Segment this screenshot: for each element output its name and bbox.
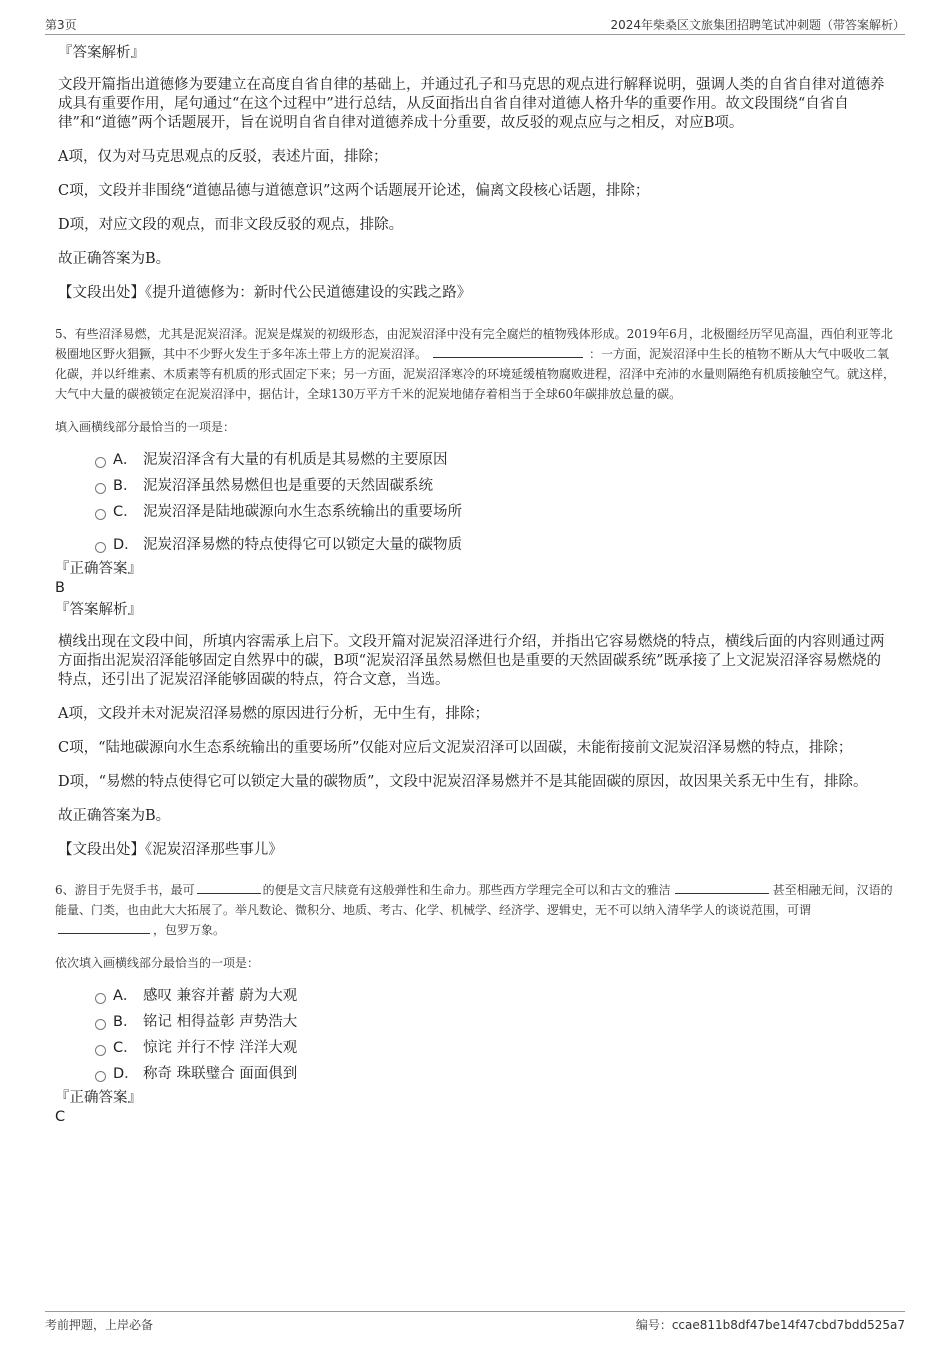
q5-stem-part1: 5、有些沼泽易燃，尤其是泥炭沼泽。泥炭是煤炭的初级形态，由泥炭沼泽中没有完全腐烂的植物残体形成。2019年6月，北极圈经历罕见高温，西伯利亚等北极圈地区野火猖獗，其中不少野火发生于多年冻土带上方的泥炭沼泽。 xyxy=(55,327,893,361)
q6-option-b[interactable] xyxy=(95,1013,895,1032)
option-text: 称奇 珠联璧合 面面俱到 xyxy=(143,1066,298,1082)
radio-icon[interactable] xyxy=(95,1045,106,1056)
q4-analysis-body: 文段开篇指出道德修为要建立在高度自省自律的基础上，并通过孔子和马克思的观点进行解释说明，强调人类的自省自律对道德养成具有重要作用，尾句通过“在这个过程中”进行总结，从反面指出自省自律对道德人格升华的重要作用。故文段围绕“自省自律”和“道德”两个话题展开，旨在说明自省自律对道德养成十分重要，故反驳的观点应与之相反，对应B项。 xyxy=(58,77,885,131)
option-text: 惊诧 并行不悖 洋洋大观 xyxy=(143,1040,298,1056)
q6-option-d[interactable] xyxy=(95,1065,895,1084)
q6-stem-c: 甚至相融无间，汉语的能量、门类，也由此大大拓展了。举凡数论、微积分、地质、考古、化学、机械学、经济学、逻辑史，无不可以纳入清华学人的谈说范围，可谓 xyxy=(55,883,893,917)
q5-prompt: 填入画横线部分最恰当的一项是： xyxy=(55,420,236,434)
option-text: 铭记 相得益彰 声势浩大 xyxy=(143,1014,298,1030)
option-text: 泥炭沼泽易燃的特点使得它可以锁定大量的碳物质 xyxy=(143,537,462,553)
option-text: 泥炭沼泽是陆地碳源向水生态系统输出的重要场所 xyxy=(143,504,462,520)
option-key: D． xyxy=(113,537,139,553)
option-key: D． xyxy=(113,1066,139,1082)
q5-correct-label: 『正确答案』 xyxy=(55,561,142,577)
q4-reason-c: C项，文段并非围绕“道德品德与道德意识”这两个话题展开论述，偏离文段核心话题，排除； xyxy=(58,183,650,199)
option-text: 泥炭沼泽含有大量的有机质是其易燃的主要原因 xyxy=(143,452,448,468)
radio-icon[interactable] xyxy=(95,542,106,553)
option-key: A． xyxy=(113,988,138,1004)
q4-source: 【文段出处】《提升道德修为：新时代公民道德建设的实践之路》 xyxy=(58,285,472,301)
q4-conclusion: 故正确答案为B。 xyxy=(58,251,171,267)
q6-stem xyxy=(55,880,895,940)
option-text: 感叹 兼容并蓄 蔚为大观 xyxy=(143,988,298,1004)
q6-prompt: 依次填入画横线部分最恰当的一项是： xyxy=(55,956,260,970)
radio-icon[interactable] xyxy=(95,1019,106,1030)
document-title: 2024年柴桑区文旅集团招聘笔试冲刺题（带答案解析） xyxy=(610,18,905,32)
radio-icon[interactable] xyxy=(95,1071,106,1082)
q5-stem xyxy=(55,324,895,404)
q5-source: 【文段出处】《泥炭沼泽那些事儿》 xyxy=(58,842,283,858)
q6-blank-1 xyxy=(197,880,261,894)
footer-slogan: 考前押题，上岸必备 xyxy=(45,1318,154,1332)
q4-reason-d: D项，对应文段的观点，而非文段反驳的观点，排除。 xyxy=(58,217,404,233)
page-number: 第3页 xyxy=(45,18,77,32)
q6-correct-answer: C xyxy=(55,1109,66,1125)
q5-option-d[interactable] xyxy=(95,536,895,555)
q6-blank-3 xyxy=(58,920,150,934)
q6-stem-a: 6、游目于先贤手书，最可 xyxy=(55,883,195,897)
q6-options xyxy=(95,987,895,1084)
document-code: 编号：ccae811b8df47be14f47cbd7bdd525a7 xyxy=(635,1318,905,1332)
q5-reason-d: D项，“易燃的特点使得它可以锁定大量的碳物质”，文段中泥炭沼泽易燃并不是其能固碳的原因，故因果关系无中生有，排除。 xyxy=(58,774,868,790)
q4-analysis-label: 『答案解析』 xyxy=(58,45,145,61)
radio-icon[interactable] xyxy=(95,457,106,468)
q6-correct-label: 『正确答案』 xyxy=(55,1090,142,1106)
q6-stem-b: 的便是文言尺牍竟有这般弹性和生命力。那些西方学理完全可以和古文的雅洁 xyxy=(262,883,671,897)
radio-icon[interactable] xyxy=(95,993,106,1004)
q6-option-c[interactable] xyxy=(95,1039,895,1058)
q6-option-a[interactable] xyxy=(95,987,895,1006)
page-content xyxy=(55,44,895,1126)
option-key: A． xyxy=(113,452,138,468)
radio-icon[interactable] xyxy=(95,509,106,520)
q4-reason-a: A项，仅为对马克思观点的反驳，表述片面，排除； xyxy=(58,149,388,165)
q5-option-c[interactable] xyxy=(95,503,895,522)
page-header xyxy=(45,14,905,35)
q5-analysis-body: 横线出现在文段中间，所填内容需承上启下。文段开篇对泥炭沼泽进行介绍，并指出它容易燃烧的特点，横线后面的内容则通过两方面指出泥炭沼泽能够固定自然界中的碳，B项“泥炭沼泽虽然易燃但也是重要的天然固碳系统”既承接了上文泥炭沼泽容易燃烧的特点，还引出了泥炭沼泽能够固碳的特点，符合文意，当选。 xyxy=(58,634,885,688)
option-key: B． xyxy=(113,478,138,494)
q5-option-b[interactable] xyxy=(95,477,895,496)
q5-conclusion: 故正确答案为B。 xyxy=(58,808,171,824)
q5-stem-part2: ：一方面，泥炭沼泽中生长的植物不断从大气中吸收二氧化碳，并以纤维素、木质素等有机质的形式固定下来；另一方面，泥炭沼泽寒冷的环境延缓植物腐败进程，沼泽中充沛的水量则隔绝有机质接触空气。就这样，大气中大量的碳被锁定在泥炭沼泽中，据估计，全球130万平方千米的泥炭地储存着相当于全球60年碳排放总量的碳。 xyxy=(55,347,896,401)
q5-blank xyxy=(433,344,583,358)
q5-correct-answer: B xyxy=(55,580,65,596)
option-text: 泥炭沼泽虽然易燃但也是重要的天然固碳系统 xyxy=(143,478,433,494)
q5-options xyxy=(95,451,895,555)
q5-reason-c: C项，“陆地碳源向水生态系统输出的重要场所”仅能对应后文泥炭沼泽可以固碳，未能衔接前文泥炭沼泽易燃的特点，排除； xyxy=(58,740,853,756)
option-key: B． xyxy=(113,1014,138,1030)
q5-analysis-label: 『答案解析』 xyxy=(55,602,142,618)
option-key: C． xyxy=(113,504,138,520)
option-key: C． xyxy=(113,1040,138,1056)
q6-blank-2 xyxy=(675,880,769,894)
radio-icon[interactable] xyxy=(95,483,106,494)
q6-stem-d: ，包罗万象。 xyxy=(153,923,226,937)
q5-reason-a: A项，文段并未对泥炭沼泽易燃的原因进行分析，无中生有，排除； xyxy=(58,706,489,722)
q5-option-a[interactable] xyxy=(95,451,895,470)
page-footer xyxy=(45,1311,905,1334)
